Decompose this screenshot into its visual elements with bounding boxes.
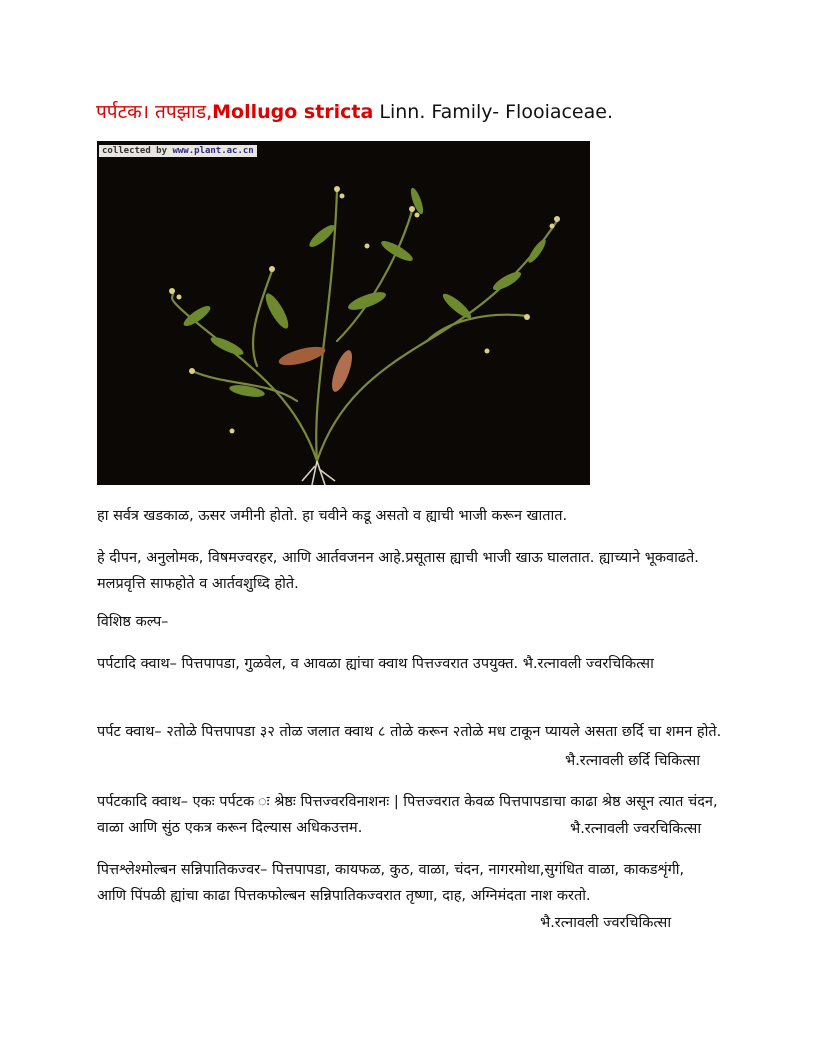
title-marathi-name: पर्पटक। तपझाड, <box>96 101 213 123</box>
title-latin-name: Mollugo stricta <box>212 101 374 123</box>
recipe-parpatakadi-kwath: पर्पटकादि क्वाथ– एकः पर्पटक ः श्रेष्ठः पित्तज्वरविनाशनः | पित्तज्वरात केवळ पित्तपापडाचा काढा श्रेष्ठ असून त्यात चंदन, वाळा आणि सुंठ एकत्र करून दिल्यास अधिकउत्तम. <box>97 794 718 836</box>
page-title <box>96 98 613 124</box>
title-family: Linn. Family- Flooiaceae. <box>373 101 613 123</box>
paragraph-parpatadi-kwath: पर्पटादि क्वाथ– पित्तपापडा, गुळवेल, व आवळा ह्यांचा क्वाथ पित्तज्वरात उपयुक्त. भै.रत्नावली ज्वरचिकित्सा <box>97 656 654 672</box>
watermark-prefix: collected by <box>102 146 173 156</box>
recipe-pittashleshma-jwar: पित्तश्लेश्मोल्बन सन्निपातिकज्वर– पित्तपापडा, कायफळ, कुठ, वाळा, चंदन, नागरमोथा,सुगंधित वाळा, काकडशृंगी, आणि पिंपळी ह्यांचा काढा पित्तकफोल्बन सन्निपातिकज्वरात तृष्णा, दाह, अग्निमंदता नाश करतो. <box>97 862 685 904</box>
recipe-citation: भै.रत्नावली छर्दि चिकित्सा <box>565 753 701 769</box>
recipe-citation: भै.रत्नावली ज्वरचिकित्सा <box>540 915 672 931</box>
photo-watermark <box>99 145 257 157</box>
recipe-citation: भै.रत्नावली ज्वरचिकित्सा <box>570 821 702 837</box>
recipe-parpat-kwath: पर्पट क्वाथ– २तोळे पित्तपापडा ३२ तोळ जलात क्वाथ ८ तोळे करून २तोळे मध टाकून प्यायले असता छर्दि चा शमन होते. <box>97 724 722 740</box>
watermark-url: www.plant.ac.cn <box>172 146 254 156</box>
plant-photo <box>97 141 590 485</box>
section-heading-formulations: विशिष्ठ कल्प– <box>97 614 169 630</box>
plant-illustration <box>97 141 590 485</box>
paragraph-habitat: हा सर्वत्र खडकाळ, ऊसर जमीनी होतो. हा चवीने कडू असतो व ह्याची भाजी करून खातात. <box>97 508 568 524</box>
paragraph-properties: हे दीपन, अनुलोमक, विषमज्वरहर, आणि आर्तवजनन आहे.प्रसूतास ह्याची भाजी खाऊ घालतात. ह्याच्याने भूकवाढते. मलप्रवृत्ति साफहोते व आर्तवशुध्दि होते. <box>97 550 699 592</box>
